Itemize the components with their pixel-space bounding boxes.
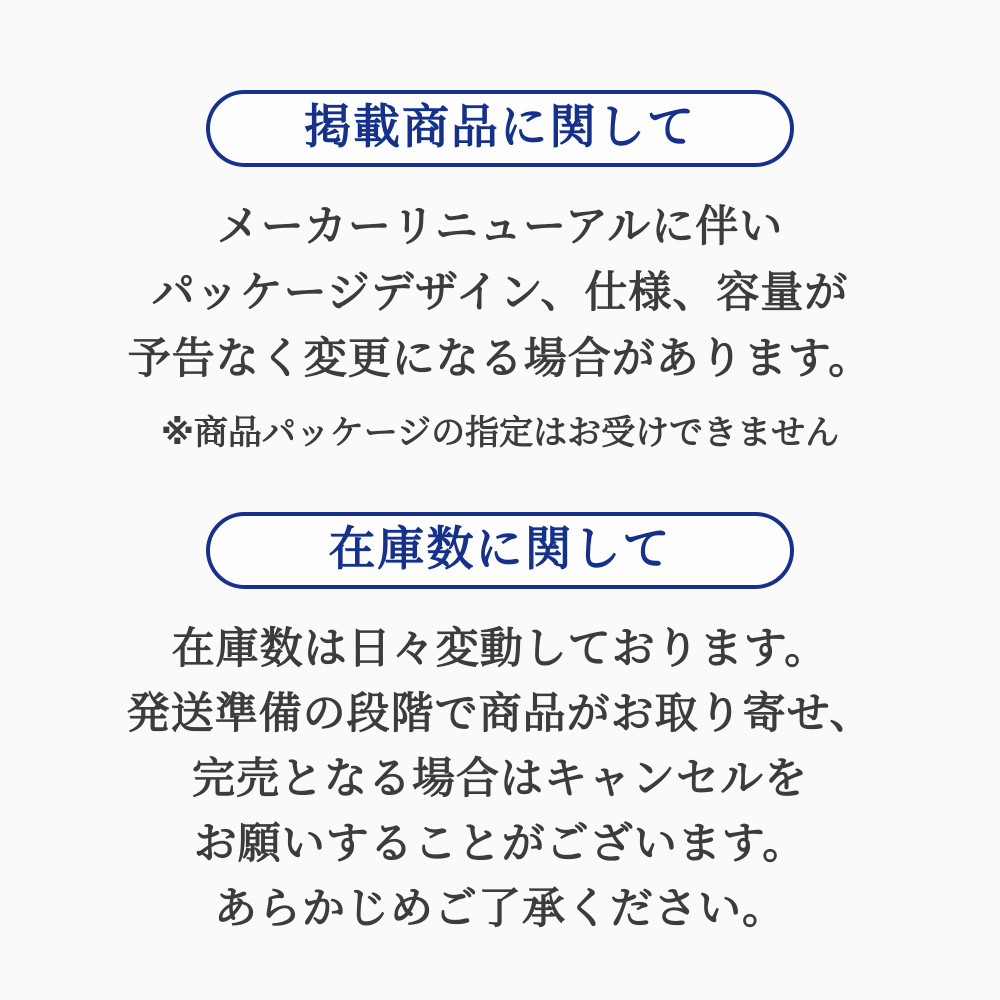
package-note: ※商品パッケージの指定はお受けできません	[160, 414, 840, 452]
body-line: パッケージデザイン、仕様、容量が	[151, 269, 849, 317]
section-stock-quantity	[127, 512, 874, 942]
body-line: あらかじめご了承ください。	[214, 885, 786, 933]
stock-quantity-body	[127, 617, 874, 942]
listed-products-heading: 掲載商品に関して	[304, 100, 696, 153]
body-line: 完売となる場合はキャンセルを	[192, 755, 808, 803]
section-listed-products	[128, 90, 873, 457]
stock-quantity-heading-pill	[206, 512, 794, 589]
listed-products-heading-pill	[206, 90, 794, 167]
body-line: お願いすることがございます。	[193, 820, 807, 868]
body-line: メーカーリニューアルに伴い	[216, 203, 784, 251]
body-line: 在庫数は日々変動しております。	[171, 625, 829, 673]
stock-quantity-heading: 在庫数に関して	[328, 522, 672, 575]
listed-products-body	[128, 194, 873, 392]
body-line: 発送準備の段階で商品がお取り寄せ、	[126, 690, 874, 738]
body-line: 予告なく変更になる場合があります。	[127, 335, 873, 383]
